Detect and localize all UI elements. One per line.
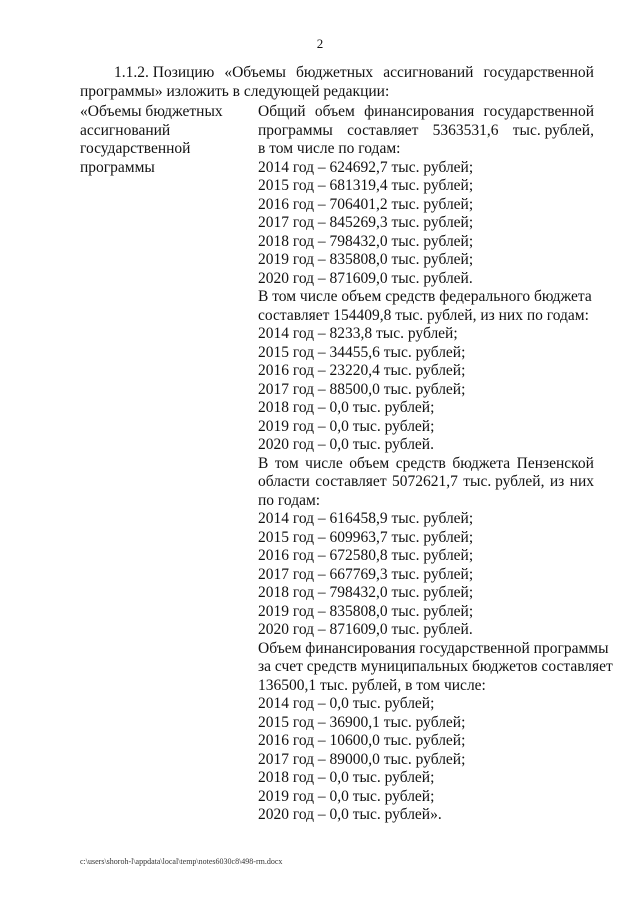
regional-year-line: 2015 год – 609963,7 тыс. рублей; <box>258 528 474 546</box>
position-label-line: государственной <box>80 140 191 157</box>
position-label-line: программы <box>80 158 155 176</box>
word: бюджета <box>452 454 511 472</box>
municipal-year-line: 2014 год – 0,0 тыс. рублей; <box>258 695 435 712</box>
total-year-line: 2019 год – 835808,0 тыс. рублей; <box>258 251 474 268</box>
word: средств <box>395 454 446 472</box>
intro-line-1 <box>80 64 594 83</box>
total-year-line: 2020 год – 871609,0 тыс. рублей. <box>258 269 473 287</box>
word: из <box>549 473 565 490</box>
federal-year-line: 2015 год – 34455,6 тыс. рублей; <box>258 343 466 361</box>
word: Пензенской <box>516 454 594 472</box>
total-line-2 <box>258 122 594 141</box>
funding-details-column <box>258 103 613 825</box>
total-year-line: 2018 год – 798432,0 тыс. рублей; <box>258 232 474 250</box>
federal-year-line: 2016 год – 23220,4 тыс. рублей; <box>258 362 466 379</box>
word: составляет <box>315 473 387 490</box>
regional-year-line: 2014 год – 616458,9 тыс. рублей; <box>258 510 474 527</box>
page-number: 2 <box>316 36 324 51</box>
municipal-line-3: 136500,1 тыс. рублей, в том числе: <box>258 676 486 694</box>
total-year-line: 2016 год – 706401,2 тыс. рублей; <box>258 195 474 213</box>
federal-year-line: 2019 год – 0,0 тыс. рублей; <box>258 417 435 435</box>
municipal-year-line: 2019 год – 0,0 тыс. рублей; <box>258 787 435 805</box>
word: объем <box>349 454 390 472</box>
federal-year-line: 2018 год – 0,0 тыс. рублей; <box>258 399 435 416</box>
total-year-line: 2017 год – 845269,3 тыс. рублей; <box>258 214 474 231</box>
intro-word: 1.1.2. Позицию <box>114 64 215 81</box>
total-year-line: 2014 год – 624692,7 тыс. рублей; <box>258 158 474 176</box>
word: В <box>258 454 269 472</box>
intro-word: государственной <box>483 64 594 81</box>
intro-word: «Объемы <box>224 64 286 81</box>
word: тыс. рублей, <box>512 121 594 139</box>
intro-word: бюджетных <box>295 64 374 81</box>
regional-line-3: по годам: <box>258 491 321 509</box>
word: числе <box>305 454 343 472</box>
position-label-line: ассигнований <box>80 121 171 139</box>
federal-line-2: составляет 154409,8 тыс. рублей, из них по годам: <box>258 306 589 324</box>
regional-year-line: 2020 год – 871609,0 тыс. рублей. <box>258 621 473 638</box>
municipal-year-line: 2018 год – 0,0 тыс. рублей; <box>258 769 435 786</box>
total-year-line: 2015 год – 681319,4 тыс. рублей; <box>258 177 474 194</box>
federal-line-1: В том числе объем средств федерального бюджета <box>258 288 592 305</box>
word: объем <box>314 103 355 120</box>
position-label-column <box>80 103 240 177</box>
municipal-year-line: 2016 год – 10600,0 тыс. рублей; <box>258 732 466 749</box>
intro-line-2: программы» изложить в следующей редакции: <box>80 82 390 100</box>
intro-paragraph <box>80 64 594 101</box>
regional-line-1 <box>258 455 594 474</box>
regional-year-line: 2016 год – 672580,8 тыс. рублей; <box>258 547 474 564</box>
regional-year-line: 2019 год – 835808,0 тыс. рублей; <box>258 602 474 620</box>
municipal-year-line: 2017 год – 89000,0 тыс. рублей; <box>258 750 466 768</box>
word: программы <box>258 121 333 139</box>
federal-year-line: 2017 год – 88500,0 тыс. рублей; <box>258 380 466 398</box>
intro-word: ассигнований <box>383 64 474 81</box>
regional-line-2 <box>258 473 594 492</box>
federal-year-line: 2014 год – 8233,8 тыс. рублей; <box>258 325 458 342</box>
footer-file-path: c:\users\shoroh-l\appdata\local\temp\notes6030c8\498-rm.docx <box>80 857 283 866</box>
word: тыс. рублей, <box>463 473 545 490</box>
federal-year-line: 2020 год – 0,0 тыс. рублей. <box>258 436 434 453</box>
total-line-1 <box>258 103 594 122</box>
total-line-3: в том числе по годам: <box>258 140 401 157</box>
municipal-line-2: за счет средств муниципальных бюджетов составляет <box>258 658 613 675</box>
municipal-line-1: Объем финансирования государственной программы <box>258 639 609 657</box>
position-label-line: «Объемы бюджетных <box>80 103 223 120</box>
word: том <box>274 454 299 472</box>
municipal-year-line: 2015 год – 36900,1 тыс. рублей; <box>258 713 466 731</box>
regional-year-line: 2017 год – 667769,3 тыс. рублей; <box>258 565 474 583</box>
word: государственной <box>483 103 594 120</box>
word: 5363531,6 <box>432 121 499 139</box>
word: 5072621,7 <box>391 473 458 490</box>
word: области <box>258 473 310 490</box>
word: Общий <box>258 103 306 120</box>
word: них <box>569 473 594 490</box>
municipal-year-line: 2020 год – 0,0 тыс. рублей». <box>258 806 442 823</box>
regional-year-line: 2018 год – 798432,0 тыс. рублей; <box>258 584 474 601</box>
word: составляет <box>347 121 419 139</box>
word: финансирования <box>364 103 475 120</box>
